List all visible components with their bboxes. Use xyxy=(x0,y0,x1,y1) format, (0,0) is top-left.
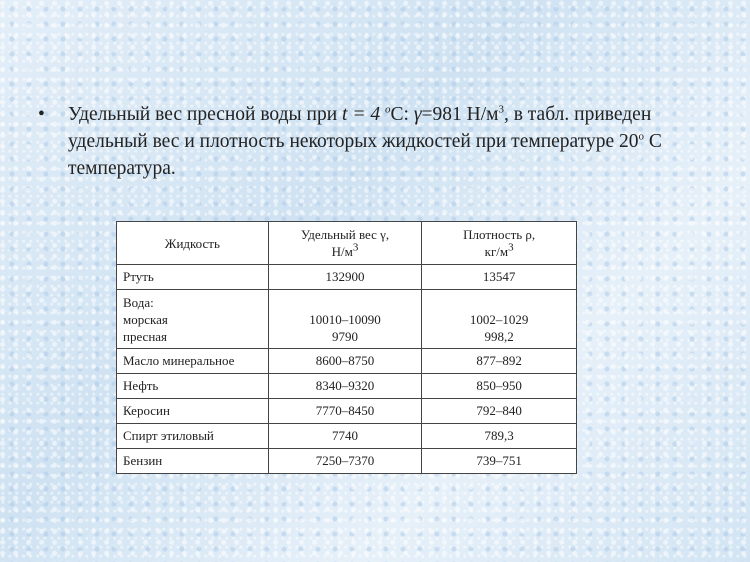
header-unit: кг/м xyxy=(484,244,509,259)
text-fragment: t xyxy=(342,104,348,125)
intro-text xyxy=(68,101,718,182)
header-liquid xyxy=(117,222,269,265)
specific-weight: 7770–8450 xyxy=(268,399,422,424)
text-fragment: , в табл. приведен удельный вес и плотность некоторых жидкостей при температуре 20 xyxy=(68,104,652,152)
density: 877–892 xyxy=(422,349,577,374)
density: 13547 xyxy=(422,265,577,290)
header-text: Жидкость xyxy=(164,235,220,251)
text-fragment: =981 Н/м xyxy=(421,104,499,125)
specific-weight: 132900 xyxy=(268,265,422,290)
header-text: Плотность ρ, xyxy=(463,227,536,242)
text-line: 998,2 xyxy=(484,328,514,344)
table-row xyxy=(117,424,577,449)
liquid-name: Масло минеральное xyxy=(117,349,269,374)
specific-weight: 8340–9320 xyxy=(268,374,422,399)
intro-paragraph xyxy=(38,101,718,182)
table-row xyxy=(117,374,577,399)
text-line: 9790 xyxy=(332,328,359,344)
text-line: 10010–10090 xyxy=(309,311,381,327)
text-fragment: Удельный вес пресной воды при xyxy=(68,104,343,125)
specific-weight xyxy=(268,290,422,349)
header-text: Удельный вес γ, xyxy=(300,227,390,242)
bullet-icon: • xyxy=(38,104,45,125)
liquid-name: Ртуть xyxy=(117,265,269,290)
text-line: Вода: xyxy=(123,294,154,310)
table-header-row xyxy=(117,222,577,265)
liquid-name: Нефть xyxy=(117,374,269,399)
density: 792–840 xyxy=(422,399,577,424)
specific-weight: 7740 xyxy=(268,424,422,449)
text-fragment: С температура. xyxy=(68,131,662,179)
liquid-name: Спирт этиловый xyxy=(117,424,269,449)
text-fragment: γ xyxy=(413,104,422,125)
text-line: морская xyxy=(123,311,168,327)
density xyxy=(422,290,577,349)
text-line: 1002–1029 xyxy=(469,311,529,327)
density: 789,3 xyxy=(422,424,577,449)
table-row xyxy=(117,290,577,349)
table-row xyxy=(117,449,577,474)
table-row xyxy=(117,399,577,424)
table-row xyxy=(117,349,577,374)
liquids-table xyxy=(116,221,577,474)
header-specific-weight xyxy=(268,222,422,265)
header-density xyxy=(422,222,577,265)
table-row xyxy=(117,265,577,290)
specific-weight: 7250–7370 xyxy=(268,449,422,474)
header-unit-exp: 3 xyxy=(508,241,514,254)
liquid-name: Бензин xyxy=(117,449,269,474)
header-unit-exp: 3 xyxy=(352,241,359,254)
header-unit: Н/м xyxy=(331,244,353,259)
text-fragment: о xyxy=(385,103,391,116)
text-fragment: С: xyxy=(390,104,414,125)
density: 739–751 xyxy=(422,449,577,474)
liquid-name: Керосин xyxy=(117,399,269,424)
text-fragment: = 4 xyxy=(347,104,385,125)
liquid-name xyxy=(117,290,269,349)
text-line: пресная xyxy=(123,328,168,344)
density: 850–950 xyxy=(422,374,577,399)
text-fragment: 3 xyxy=(498,103,504,116)
specific-weight: 8600–8750 xyxy=(268,349,422,374)
text-fragment: о xyxy=(638,130,644,143)
